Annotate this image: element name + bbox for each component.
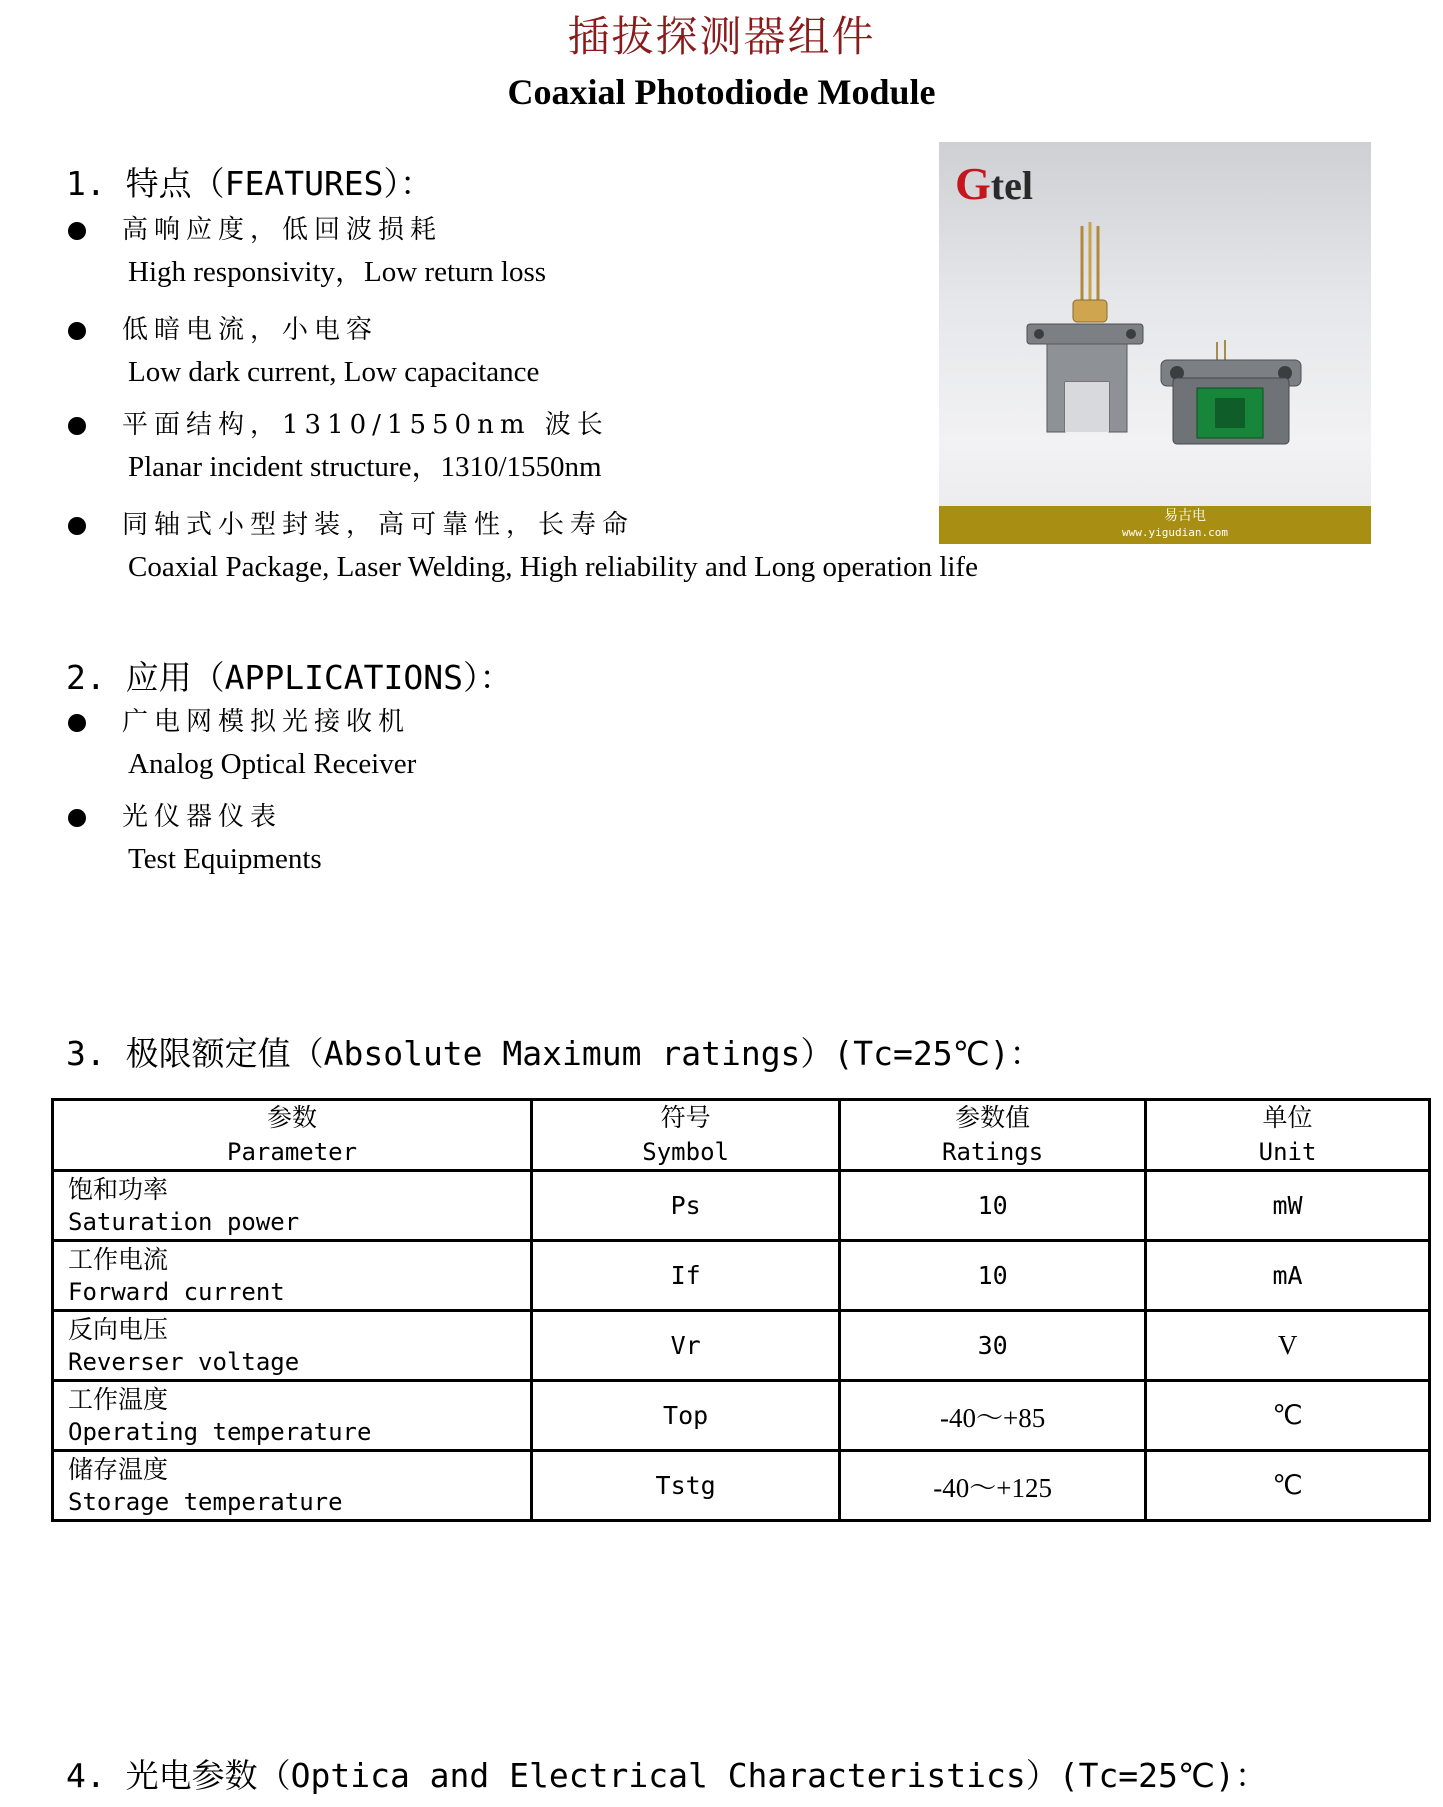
feature-en: High responsivity，Low return loss (128, 256, 547, 288)
absolute-max-ratings-table (51, 1098, 1431, 1522)
feature-cn: 同轴式小型封装，高可靠性，长寿命 (122, 510, 635, 540)
features-heading: 1. 特点（FEATURES）： (66, 164, 434, 203)
unit-cell: mA (1146, 1241, 1430, 1311)
param-cell: 饱和功率 Saturation power (53, 1171, 532, 1241)
feature-en: Low dark current, Low capacitance (128, 356, 540, 388)
header-parameter: 参数 Parameter (53, 1100, 532, 1171)
symbol-cell: Top (532, 1381, 840, 1451)
feature-en: Planar incident structure，1310/1550nm (128, 451, 602, 483)
feature-en: Coaxial Package, Laser Welding, High reliability and Long operation life (128, 551, 978, 583)
optical-heading: 4. 光电参数（Optica and Electrical Characteristics）(Tc=25℃)： (66, 1756, 1268, 1795)
unit-cell: mW (1146, 1171, 1430, 1241)
value-cell: -40～+85 (840, 1381, 1146, 1451)
photo-caption-cn: 易古电 (1164, 508, 1206, 524)
bullet-dot-icon (68, 714, 86, 732)
symbol-cell: If (532, 1241, 840, 1311)
header-ratings: 参数值 Ratings (840, 1100, 1146, 1171)
param-cell: 储存温度 Storage temperature (53, 1451, 532, 1521)
bullet-dot-icon (68, 417, 86, 435)
unit-cell: ℃ (1146, 1381, 1430, 1451)
table-row (53, 1451, 1430, 1521)
param-cell: 工作电流 Forward current (53, 1241, 532, 1311)
table-header-row (53, 1100, 1430, 1171)
unit-cell: V (1146, 1311, 1430, 1381)
value-cell: 10 (840, 1241, 1146, 1311)
feature-cn: 低暗电流，小电容 (122, 315, 379, 345)
photo-caption-url: www.yigudian.com (1122, 526, 1228, 539)
value-cell: 10 (840, 1171, 1146, 1241)
page-title-en: Coaxial Photodiode Module (507, 72, 936, 112)
product-photo (939, 142, 1371, 544)
page-title-cn: 插拔探测器组件 (567, 12, 876, 61)
table-row (53, 1171, 1430, 1241)
bullet-dot-icon (68, 222, 86, 240)
table-row (53, 1311, 1430, 1381)
symbol-cell: Tstg (532, 1451, 840, 1521)
application-cn: 光仪器仪表 (122, 802, 283, 832)
application-cn: 广电网模拟光接收机 (122, 707, 411, 737)
bullet-dot-icon (68, 322, 86, 340)
bullet-dot-icon (68, 517, 86, 535)
header-unit: 单位 Unit (1146, 1100, 1430, 1171)
application-en: Test Equipments (128, 843, 322, 875)
param-cell: 反向电压 Reverser voltage (53, 1311, 532, 1381)
symbol-cell: Vr (532, 1311, 840, 1381)
feature-cn: 平面结构，1310/1550nm 波长 (122, 410, 609, 440)
header-symbol: 符号 Symbol (532, 1100, 840, 1171)
table-row (53, 1381, 1430, 1451)
ratings-heading: 3. 极限额定值（Absolute Maximum ratings）(Tc=25℃)： (66, 1034, 1043, 1073)
photo-caption-band (939, 506, 1371, 544)
table-row (53, 1241, 1430, 1311)
value-cell: -40～+125 (840, 1451, 1146, 1521)
unit-cell: ℃ (1146, 1451, 1430, 1521)
feature-cn: 高响应度，低回波损耗 (122, 215, 443, 245)
param-cell: 工作温度 Operating temperature (53, 1381, 532, 1451)
applications-heading: 2. 应用（APPLICATIONS）： (66, 658, 513, 697)
gtel-logo: Gtel (955, 158, 1033, 209)
bullet-dot-icon (68, 809, 86, 827)
application-en: Analog Optical Receiver (128, 748, 417, 780)
symbol-cell: Ps (532, 1171, 840, 1241)
value-cell: 30 (840, 1311, 1146, 1381)
